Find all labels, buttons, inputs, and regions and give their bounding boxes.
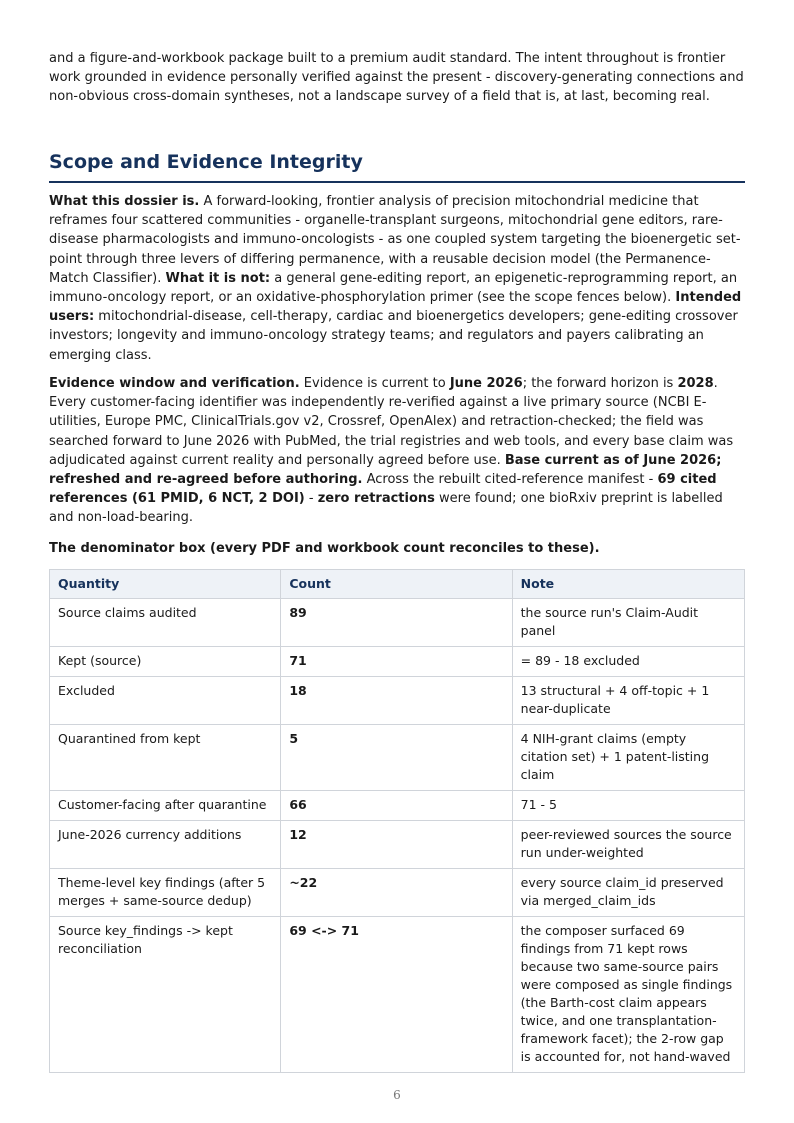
denominator-table	[49, 569, 745, 1073]
intro-paragraph: and a figure-and-workbook package built to a premium audit standard. The intent throughout is frontier work grounded in evidence personally verified against the present - discovery-generating connections and non-obvious cross-domain syntheses, not a landscape survey of a field that is, at last, becoming real.	[49, 51, 744, 105]
table-row	[50, 869, 745, 917]
count-cell: 5	[281, 725, 512, 791]
header-note: Note	[512, 570, 744, 599]
note-cell: 4 NIH-grant claims (empty citation set) + 1 patent-listing claim	[512, 725, 744, 791]
quantity-cell: Quarantined from kept	[50, 725, 281, 791]
count-cell: 71	[281, 647, 512, 677]
evidence-retractions-bold: zero retractions	[317, 491, 435, 507]
table-row	[50, 791, 745, 821]
quantity-cell: Excluded	[50, 677, 281, 725]
evidence-text-4: Across the rebuilt cited-reference manifest -	[362, 472, 658, 488]
note-cell: every source claim_id preserved via merged_claim_ids	[512, 869, 744, 917]
note-cell: 71 - 5	[512, 791, 744, 821]
scope-text: A forward-looking, frontier analysis of precision mitochondrial medicine that reframes four scattered communities - organelle-transplant surgeons, mitochondrial gene editors, rare-disease pharmacologists and immuno-oncologists - as one coupled system targeting the bioenergetic set-point through three levers of differing permanence, with a reusable decision model (the Permanence-Match Classifier).	[49, 194, 741, 286]
scope-lead-bold: What this dossier is.	[49, 194, 200, 209]
quantity-cell: Source key_findings -> kept reconciliation	[50, 917, 281, 1073]
evidence-text-5: -	[304, 491, 318, 507]
quantity-cell: June-2026 currency additions	[50, 821, 281, 869]
note-cell: the source run's Claim-Audit panel	[512, 599, 744, 647]
count-cell: 12	[281, 821, 512, 869]
scope-paragraph	[49, 192, 745, 365]
page-number: 6	[393, 1088, 401, 1102]
header-quantity: Quantity	[50, 570, 281, 599]
quantity-cell: Customer-facing after quarantine	[50, 791, 281, 821]
evidence-base-bold: Base current as of June 2026; refreshed and re-agreed before authoring.	[49, 452, 722, 488]
table-row	[50, 599, 745, 647]
note-cell: = 89 - 18 excluded	[512, 647, 744, 677]
note-cell: 13 structural + 4 off-topic + 1 near-duplicate	[512, 677, 744, 725]
scope-users-bold: Intended users:	[49, 290, 742, 325]
evidence-text-3: . Every customer-facing identifier was independently re-verified against a live primary source (NCBI E-utilities, Europe PMC, ClinicalTrials.gov v2, Crossref, OpenAlex) and retraction-checked; the field was searched forward to June 2026 with PubMed, the trial registries and web tools, and every base claim was adjudicated against current reality and personally agreed before use.	[49, 376, 734, 468]
quantity-cell: Theme-level key findings (after 5 merges + same-source dedup)	[50, 869, 281, 917]
table-row	[50, 821, 745, 869]
evidence-refs-bold: 69 cited references (61 PMID, 6 NCT, 2 DOI)	[49, 472, 717, 507]
quantity-cell: Source claims audited	[50, 599, 281, 647]
scope-not-bold: What it is not:	[165, 270, 271, 286]
evidence-date-bold: June 2026	[449, 376, 523, 391]
evidence-text-1: Evidence is current to	[299, 376, 450, 391]
count-cell: 18	[281, 677, 512, 725]
scope-not-text: a general gene-editing report, an epigenetic-reprogramming report, an immuno-oncology report, or an oxidative-phosphorylation primer (see the scope fences below).	[49, 270, 738, 306]
quantity-cell: Kept (source)	[50, 647, 281, 677]
evidence-horizon-bold: 2028	[677, 376, 714, 391]
table-row	[50, 677, 745, 725]
note-cell: peer-reviewed sources the source run under-weighted	[512, 821, 744, 869]
table-row	[50, 725, 745, 791]
table-caption: The denominator box (every PDF and workbook count reconciles to these).	[49, 541, 600, 556]
evidence-paragraph	[49, 374, 745, 528]
table-row	[50, 647, 745, 677]
scope-users-text: mitochondrial-disease, cell-therapy, cardiac and bioenergetics developers; gene-editing crossover investors; longevity and immuno-oncology strategy teams; and regulators and payers calibrating an emerging class.	[49, 309, 738, 363]
table-header-row	[50, 570, 745, 599]
count-cell: 89	[281, 599, 512, 647]
table-row	[50, 917, 745, 1073]
count-cell: ~22	[281, 869, 512, 917]
header-count: Count	[281, 570, 512, 599]
section-title: Scope and Evidence Integrity	[49, 150, 745, 183]
evidence-text-6: were found; one bioRxiv preprint is labelled and non-load-bearing.	[49, 491, 723, 526]
note-cell: the composer surfaced 69 findings from 71 kept rows because two same-source pairs were composed as single findings (the Barth-cost claim appears twice, and one transplantation-framework facet); the 2-row gap is accounted for, not hand-waved	[512, 917, 744, 1073]
evidence-text-2: ; the forward horizon is	[522, 376, 678, 391]
count-cell: 69 <-> 71	[281, 917, 512, 1073]
count-cell: 66	[281, 791, 512, 821]
evidence-lead-bold: Evidence window and verification.	[49, 376, 300, 391]
